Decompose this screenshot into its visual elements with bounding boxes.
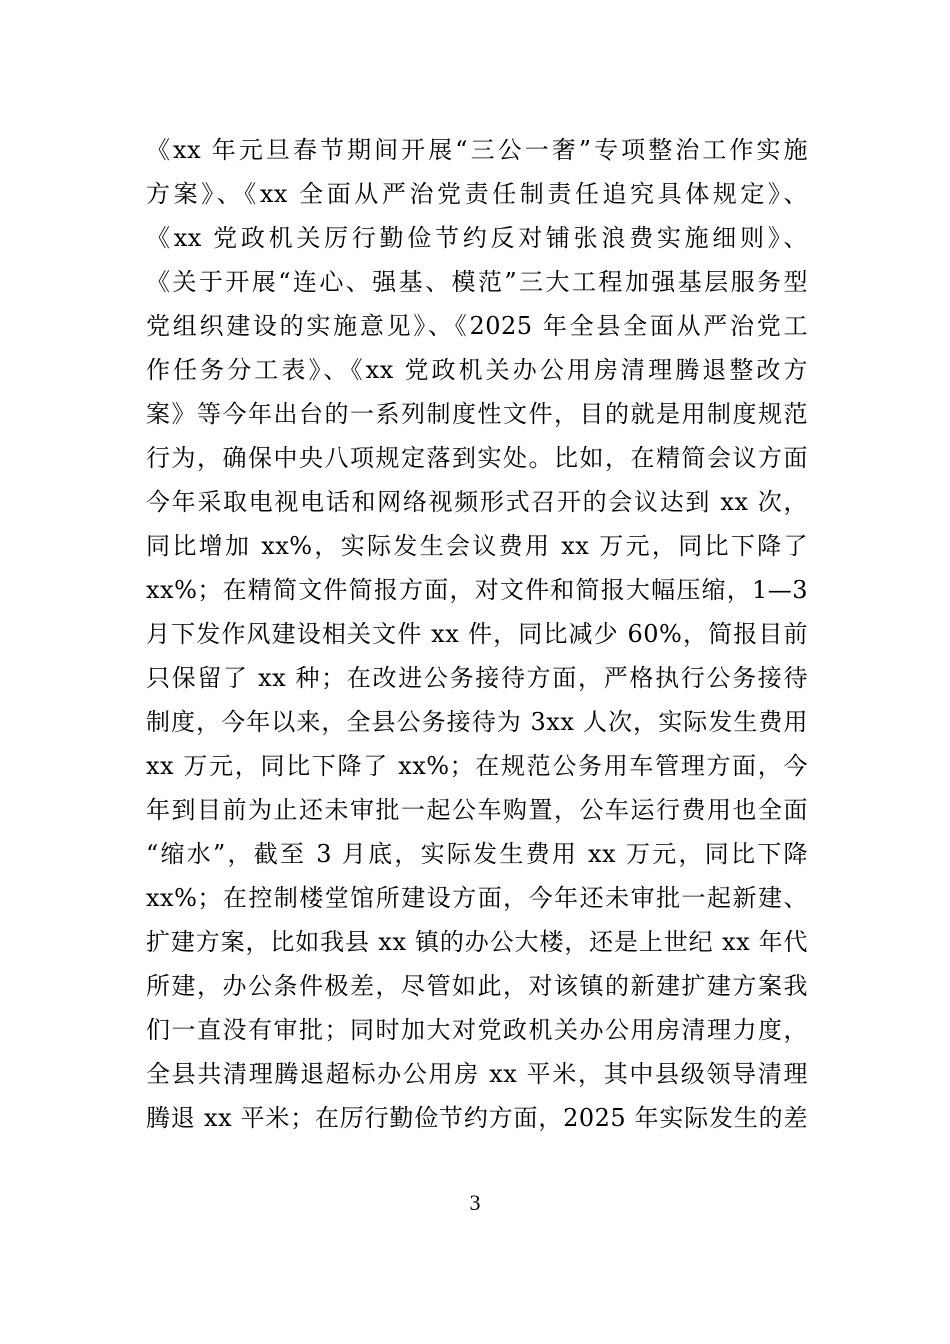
text-line-11: xx%；在精简文件简报方面，对文件和简报大幅压缩，1—3 xyxy=(146,576,808,604)
text-line-8: 行为，确保中央八项规定落到实处。比如，在精简会议方面 xyxy=(146,444,808,472)
text-line-15: xx 万元，同比下降了 xx%；在规范公务用车管理方面，今 xyxy=(146,752,808,780)
text-line-10: 同比增加 xx%，实际发生会议费用 xx 万元，同比下降了 xyxy=(146,532,808,560)
text-line-3: 《xx 党政机关厉行勤俭节约反对铺张浪费实施细则》、 xyxy=(146,224,808,252)
text-line-1: 《xx 年元旦春节期间开展“三公一奢”专项整治工作实施 xyxy=(146,136,808,164)
text-line-7: 案》等今年出台的一系列制度性文件，目的就是用制度规范 xyxy=(146,400,808,428)
text-line-16: 年到目前为止还未审批一起公车购置，公车运行费用也全面 xyxy=(146,796,808,824)
text-line-5: 党组织建设的实施意见》、《2025 年全县全面从严治党工 xyxy=(146,312,808,340)
text-line-4: 《关于开展“连心、强基、模范”三大工程加强基层服务型 xyxy=(146,268,808,296)
text-line-12: 月下发作风建设相关文件 xx 件，同比减少 60%，简报目前 xyxy=(146,620,808,648)
text-line-2: 方案》、《xx 全面从严治党责任制责任追究具体规定》、 xyxy=(146,180,808,208)
text-line-9: 今年采取电视电话和网络视频形式召开的会议达到 xx 次， xyxy=(146,488,808,516)
body-paragraph xyxy=(146,128,808,1140)
text-line-18: xx%；在控制楼堂馆所建设方面，今年还未审批一起新建、 xyxy=(146,884,808,912)
text-line-21: 们一直没有审批；同时加大对党政机关办公用房清理力度， xyxy=(146,1016,808,1044)
page-number: 3 xyxy=(469,1190,481,1215)
text-line-23: 腾退 xx 平米；在厉行勤俭节约方面，2025 年实际发生的差 xyxy=(146,1104,808,1132)
text-line-19: 扩建方案，比如我县 xx 镇的办公大楼，还是上世纪 xx 年代 xyxy=(146,928,808,956)
text-line-6: 作任务分工表》、《xx 党政机关办公用房清理腾退整改方 xyxy=(146,356,808,384)
text-line-22: 全县共清理腾退超标办公用房 xx 平米，其中县级领导清理 xyxy=(146,1060,808,1088)
text-line-20: 所建，办公条件极差，尽管如此，对该镇的新建扩建方案我 xyxy=(146,972,808,1000)
text-line-13: 只保留了 xx 种；在改进公务接待方面，严格执行公务接待 xyxy=(146,664,808,692)
text-line-17: “缩水”，截至 3 月底，实际发生费用 xx 万元，同比下降 xyxy=(146,840,808,868)
text-line-14: 制度，今年以来，全县公务接待为 3xx 人次，实际发生费用 xyxy=(146,708,808,736)
